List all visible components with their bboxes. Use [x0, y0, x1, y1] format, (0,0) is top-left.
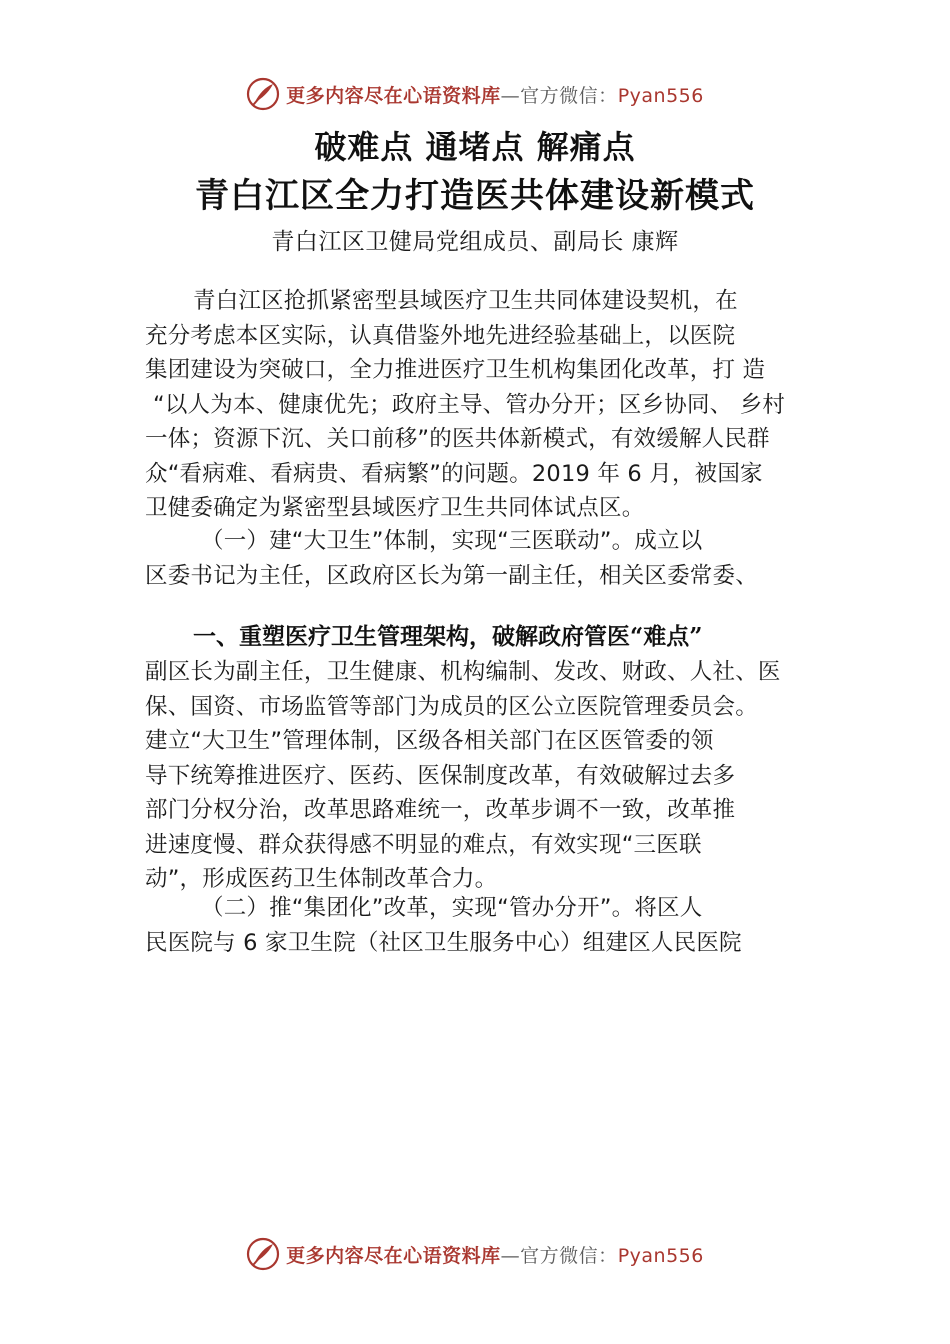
watermark-brand: 更多内容尽在心语资料库 [286, 84, 501, 107]
paragraph-line: （一）建“大卫生”体制，实现“三医联动”。成立以 [201, 528, 703, 554]
paragraph-line: 区委书记为主任，区政府区长为第一副主任，相关区委常委、 [145, 562, 758, 589]
intro-paragraph [145, 284, 835, 526]
section-one-item-one [145, 524, 835, 593]
author-byline: 青白江区卫健局党组成员、副局长 康辉 [271, 229, 679, 255]
watermark-label: —官方微信： [500, 1244, 618, 1267]
watermark-text [286, 81, 704, 108]
paragraph-line: 民医院与 6 家卫生院（社区卫生服务中心）组建区人民医院 [145, 929, 742, 956]
paragraph-line: 部门分权分治，改革思路难统一，改革步调不一致，改革推 [145, 797, 736, 823]
watermark-label: —官方微信： [500, 84, 618, 107]
watermark-text [286, 1241, 704, 1268]
paragraph-line: 建立“大卫生”管理体制，区级各相关部门在区医管委的领 [145, 728, 714, 754]
paragraph-line: 集团建设为突破口，全力推进医疗卫生机构集团化改革，打 造 [145, 357, 766, 383]
footer-watermark [0, 1234, 950, 1274]
paragraph-line: 副区长为副主任，卫生健康、机构编制、发改、财政、人社、医 [145, 659, 781, 685]
feather-quill-logo-icon [246, 77, 280, 111]
title-subheadline: 青白江区全力打造医共体建设新模式 [195, 176, 755, 216]
paragraph-line: 卫健委确定为紧密型县域医疗卫生共同体试点区。 [145, 495, 645, 521]
watermark-id: Pyan556 [617, 1244, 704, 1267]
paragraph-line: 导下统筹推进医疗、医药、医保制度改革，有效破解过去多 [145, 762, 736, 789]
section-heading-one: 一、重塑医疗卫生管理架构，破解政府管医“难点” [193, 623, 703, 650]
paragraph-line: 一体；资源下沉、关口前移”的医共体新模式，有效缓解人民群 [145, 426, 770, 452]
paragraph-line: 青白江区抢抓紧密型县域医疗卫生共同体建设契机，在 [193, 288, 738, 314]
feather-quill-logo-icon [246, 1237, 280, 1271]
section-one-item-two [145, 891, 835, 960]
watermark-id: Pyan556 [617, 84, 704, 107]
title-headline: 破难点 通堵点 解痛点 [314, 128, 636, 166]
paragraph-line: 保、国资、市场监管等部门为成员的区公立医院管理委员会。 [145, 693, 758, 720]
watermark-brand: 更多内容尽在心语资料库 [286, 1244, 501, 1267]
section-one-body [145, 655, 835, 897]
title-block [0, 124, 950, 262]
paragraph-line: 充分考虑本区实际，认真借鉴外地先进经验基础上，以医院 [145, 322, 736, 349]
paragraph-line: “以人为本、健康优先；政府主导、管办分开；区乡协同、 乡村 [153, 391, 786, 418]
header-watermark [0, 74, 950, 114]
paragraph-line: 进速度慢、群众获得感不明显的难点，有效实现“三医联 [145, 831, 702, 858]
paragraph-line: 动”，形成医药卫生体制改革合力。 [145, 866, 498, 892]
paragraph-line: （二）推“集团化”改革，实现“管办分开”。将区人 [201, 895, 703, 921]
paragraph-line: 众“看病难、看病贵、看病繁”的问题。2019 年 6 月，被国家 [145, 460, 763, 487]
